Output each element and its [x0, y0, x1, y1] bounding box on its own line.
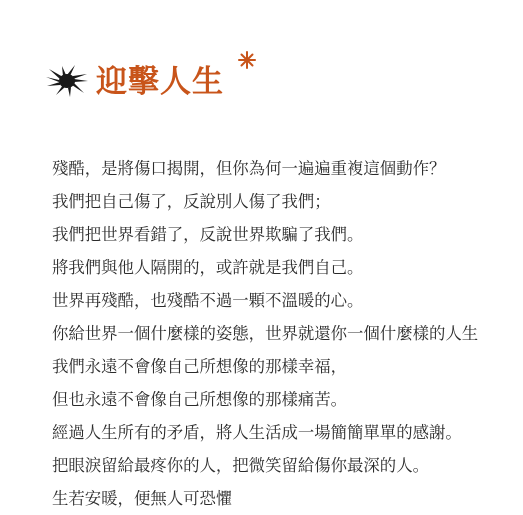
text-line: 殘酷，是將傷口揭開，但你為何一遍遍重複這個動作？ [52, 159, 446, 178]
text-line: 我們把世界看錯了，反說世界欺騙了我們。 [52, 225, 364, 244]
section-heading [46, 50, 306, 110]
page-title: 迎擊人生 [96, 64, 224, 100]
text-line: 我們把自己傷了，反說別人傷了我們； [52, 192, 331, 211]
text-line: 你給世界一個什麼樣的姿態，世界就還你一個什麼樣的人生 [52, 324, 479, 343]
text-line: 將我們與他人隔開的，或許就是我們自己。 [52, 258, 364, 277]
text-line: 經過人生所有的矛盾，將人生活成一場簡簡單單的感謝。 [52, 423, 462, 442]
text-line: 把眼淚留給最疼你的人，把微笑留給傷你最深的人。 [52, 456, 429, 475]
article-body [52, 152, 523, 515]
text-line: 但也永遠不會像自己所想像的那樣痛苦。 [52, 390, 348, 409]
splat-star-icon [46, 64, 90, 98]
sparkle-star-icon [237, 50, 257, 70]
text-line: 世界再殘酷，也殘酷不過一顆不溫暖的心。 [52, 291, 364, 310]
text-line: 我們永遠不會像自己所想像的那樣幸福， [52, 357, 348, 376]
text-line: 生若安暖，便無人可恐懼 [52, 489, 233, 508]
